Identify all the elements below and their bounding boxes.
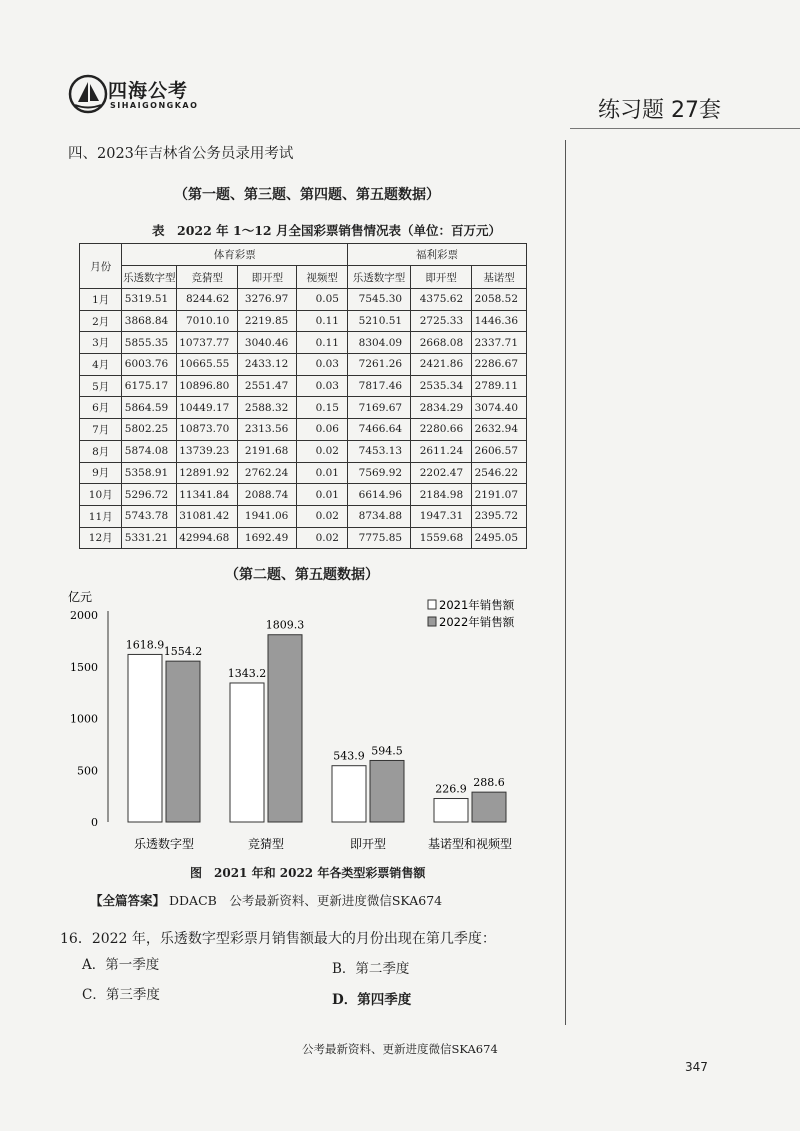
x-tick-label: 基诺型和视频型: [427, 837, 513, 851]
bar: [370, 760, 404, 822]
month-cell: 5月: [80, 375, 122, 397]
value-cell: 5874.08: [122, 440, 177, 462]
value-cell: 13739.23: [177, 440, 238, 462]
value-cell: 2632.94: [472, 419, 527, 441]
value-cell: 0.02: [297, 440, 348, 462]
value-cell: 2219.85: [238, 310, 297, 332]
value-cell: 0.02: [297, 505, 348, 527]
bar: [128, 654, 162, 822]
month-cell: 4月: [80, 354, 122, 376]
value-cell: 11341.84: [177, 484, 238, 506]
value-cell: 2725.33: [411, 310, 472, 332]
table-row: [80, 332, 527, 354]
sales-bar-chart: [68, 585, 548, 860]
value-cell: 2668.08: [411, 332, 472, 354]
month-cell: 9月: [80, 462, 122, 484]
value-cell: 3276.97: [238, 289, 297, 311]
logo-text: 四海公考: [108, 80, 189, 102]
figure-caption: 图 2021 年和 2022 年各类型彩票销售额: [190, 866, 426, 880]
table-row: [80, 289, 527, 311]
value-cell: 2286.67: [472, 354, 527, 376]
value-cell: 8304.09: [348, 332, 411, 354]
table-row: [80, 484, 527, 506]
y-tick-label: 1000: [70, 712, 98, 726]
value-cell: 6003.76: [122, 354, 177, 376]
value-cell: 1692.49: [238, 527, 297, 549]
value-cell: 2789.11: [472, 375, 527, 397]
answer-label: 【全篇答案】: [90, 893, 166, 908]
value-cell: 0.03: [297, 375, 348, 397]
value-cell: 5331.21: [122, 527, 177, 549]
value-cell: 5296.72: [122, 484, 177, 506]
value-cell: 2495.05: [472, 527, 527, 549]
value-cell: 5319.51: [122, 289, 177, 311]
value-cell: 42994.68: [177, 527, 238, 549]
table-row: [80, 354, 527, 376]
value-cell: 2058.52: [472, 289, 527, 311]
sail-logo-icon: [68, 74, 108, 114]
value-cell: 6175.17: [122, 375, 177, 397]
y-tick-label: 0: [91, 816, 98, 829]
value-cell: 5358.91: [122, 462, 177, 484]
page-number: 347: [685, 1060, 708, 1074]
bar: [166, 661, 200, 822]
value-cell: 2337.71: [472, 332, 527, 354]
bar: [472, 792, 506, 822]
column-header: 乐透数字型: [122, 266, 177, 289]
data-label: 288.6: [473, 776, 505, 790]
value-cell: 3074.40: [472, 397, 527, 419]
value-cell: 7453.13: [348, 440, 411, 462]
value-cell: 10873.70: [177, 419, 238, 441]
value-cell: 2762.24: [238, 462, 297, 484]
column-header: 竞猜型: [177, 266, 238, 289]
data-label: 543.9: [333, 749, 365, 763]
column-header: 视频型: [297, 266, 348, 289]
value-cell: 0.11: [297, 310, 348, 332]
data-label: 1343.2: [227, 666, 267, 680]
y-axis-label: 亿元: [68, 590, 93, 604]
data-label: 594.5: [371, 744, 403, 758]
data-note-2: （第二题、第五题数据）: [225, 567, 379, 583]
column-header: 基诺型: [472, 266, 527, 289]
value-cell: 2088.74: [238, 484, 297, 506]
value-cell: 2611.24: [411, 440, 472, 462]
value-cell: 2551.47: [238, 375, 297, 397]
footer-note: 公考最新资料、更新进度微信SKA674: [302, 1042, 498, 1056]
bar: [230, 683, 264, 822]
value-cell: 10737.77: [177, 332, 238, 354]
brand-logo: [68, 74, 208, 118]
value-cell: 3040.46: [238, 332, 297, 354]
data-note-1: （第一题、第三题、第四题、第五题数据）: [174, 187, 440, 203]
value-cell: 0.15: [297, 397, 348, 419]
value-cell: 0.03: [297, 354, 348, 376]
option-a: A．第一季度: [82, 957, 160, 973]
value-cell: 2191.68: [238, 440, 297, 462]
value-cell: 6614.96: [348, 484, 411, 506]
value-cell: 2606.57: [472, 440, 527, 462]
answer-text: DDACB 公考最新资料、更新进度微信SKA674: [169, 893, 443, 908]
value-cell: 7817.46: [348, 375, 411, 397]
month-cell: 10月: [80, 484, 122, 506]
value-cell: 10449.17: [177, 397, 238, 419]
legend-swatch: [428, 617, 436, 626]
month-cell: 11月: [80, 505, 122, 527]
value-cell: 1941.06: [238, 505, 297, 527]
option-d: D．第四季度: [332, 992, 412, 1008]
bar: [268, 635, 302, 822]
month-cell: 6月: [80, 397, 122, 419]
value-cell: 7545.30: [348, 289, 411, 311]
value-cell: 1559.68: [411, 527, 472, 549]
margin-rule: [565, 140, 566, 1025]
value-cell: 7569.92: [348, 462, 411, 484]
value-cell: 2280.66: [411, 419, 472, 441]
value-cell: 8734.88: [348, 505, 411, 527]
month-header: 月份: [80, 244, 122, 289]
x-tick-label: 即开型: [349, 837, 387, 851]
value-cell: 2535.34: [411, 375, 472, 397]
value-cell: 2834.29: [411, 397, 472, 419]
value-cell: 5802.25: [122, 419, 177, 441]
value-cell: 2184.98: [411, 484, 472, 506]
value-cell: 0.06: [297, 419, 348, 441]
value-cell: 2395.72: [472, 505, 527, 527]
value-cell: 1446.36: [472, 310, 527, 332]
logo-subtext: SIHAIGONGKAO: [110, 101, 199, 110]
month-cell: 12月: [80, 527, 122, 549]
answer-line: [90, 891, 442, 909]
legend-label: 2022年销售额: [439, 615, 515, 629]
value-cell: 2421.86: [411, 354, 472, 376]
value-cell: 2202.47: [411, 462, 472, 484]
value-cell: 0.02: [297, 527, 348, 549]
table-row: [80, 375, 527, 397]
y-tick-label: 2000: [70, 609, 98, 622]
value-cell: 5855.35: [122, 332, 177, 354]
value-cell: 0.11: [297, 332, 348, 354]
value-cell: 7466.64: [348, 419, 411, 441]
month-cell: 1月: [80, 289, 122, 311]
month-cell: 7月: [80, 419, 122, 441]
data-label: 1554.2: [163, 645, 203, 659]
value-cell: 2313.56: [238, 419, 297, 441]
table-row: [80, 440, 527, 462]
value-cell: 7010.10: [177, 310, 238, 332]
x-tick-label: 竞猜型: [247, 837, 285, 851]
bar: [434, 799, 468, 822]
bar: [332, 766, 366, 822]
question-16: 16．2022 年，乐透数字型彩票月销售额最大的月份出现在第几季度：: [60, 931, 496, 947]
month-cell: 3月: [80, 332, 122, 354]
table-row: [80, 462, 527, 484]
value-cell: 1947.31: [411, 505, 472, 527]
section-title: 四、2023年吉林省公务员录用考试: [68, 146, 294, 162]
legend-swatch: [428, 600, 436, 609]
value-cell: 2546.22: [472, 462, 527, 484]
value-cell: 0.01: [297, 484, 348, 506]
value-cell: 31081.42: [177, 505, 238, 527]
month-cell: 2月: [80, 310, 122, 332]
welfare-lottery-header: 福利彩票: [348, 244, 527, 266]
set-title: 练习题 27套: [598, 98, 721, 123]
table-row: [80, 310, 527, 332]
table-row: [80, 527, 527, 549]
lottery-sales-table: [79, 243, 527, 549]
data-label: 1618.9: [125, 638, 165, 652]
data-label: 226.9: [435, 782, 467, 796]
header-divider: [570, 128, 800, 129]
value-cell: 7261.26: [348, 354, 411, 376]
value-cell: 7169.67: [348, 397, 411, 419]
value-cell: 5864.59: [122, 397, 177, 419]
value-cell: 7775.85: [348, 527, 411, 549]
month-cell: 8月: [80, 440, 122, 462]
table-row: [80, 505, 527, 527]
data-label: 1809.3: [265, 618, 305, 632]
sports-lottery-header: 体育彩票: [122, 244, 348, 266]
value-cell: 5743.78: [122, 505, 177, 527]
value-cell: 0.05: [297, 289, 348, 311]
column-header: 即开型: [238, 266, 297, 289]
table-title: 表 2022 年 1～12 月全国彩票销售情况表（单位：百万元）: [152, 223, 501, 238]
value-cell: 10896.80: [177, 375, 238, 397]
value-cell: 12891.92: [177, 462, 238, 484]
table-row: [80, 419, 527, 441]
y-tick-label: 500: [77, 764, 98, 778]
column-header: 即开型: [411, 266, 472, 289]
column-header: 乐透数字型: [348, 266, 411, 289]
legend-label: 2021年销售额: [439, 598, 515, 612]
x-tick-label: 乐透数字型: [133, 837, 195, 851]
value-cell: 4375.62: [411, 289, 472, 311]
value-cell: 2191.07: [472, 484, 527, 506]
option-c: C．第三季度: [82, 987, 160, 1003]
value-cell: 8244.62: [177, 289, 238, 311]
value-cell: 0.01: [297, 462, 348, 484]
value-cell: 10665.55: [177, 354, 238, 376]
table-row: [80, 397, 527, 419]
value-cell: 3868.84: [122, 310, 177, 332]
y-tick-label: 1500: [70, 660, 98, 674]
value-cell: 2588.32: [238, 397, 297, 419]
option-b: B．第二季度: [332, 961, 410, 977]
value-cell: 5210.51: [348, 310, 411, 332]
value-cell: 2433.12: [238, 354, 297, 376]
